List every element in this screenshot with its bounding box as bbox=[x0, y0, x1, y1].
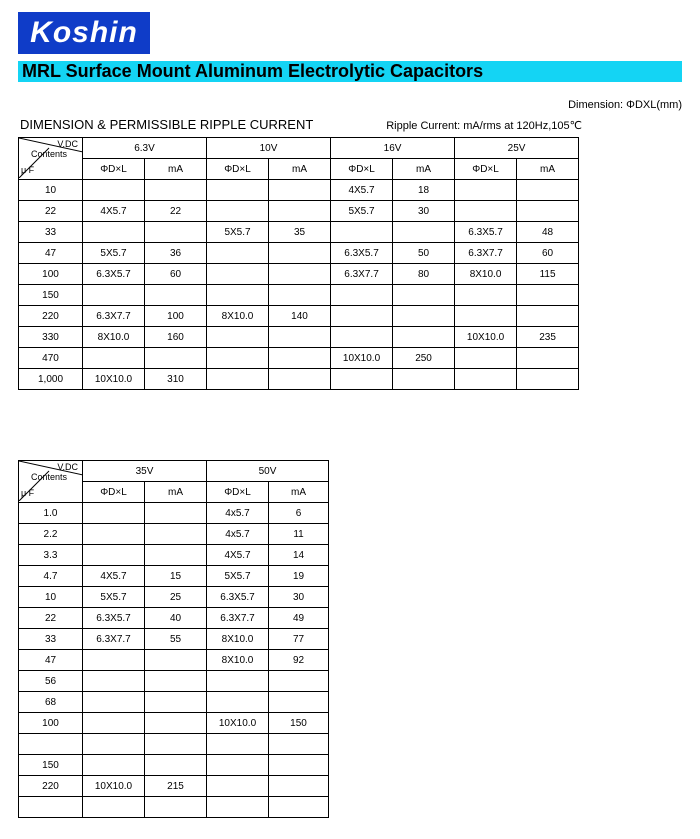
capacitance-cell: 1,000 bbox=[19, 369, 83, 390]
ripple-current-cell: 15 bbox=[145, 566, 207, 587]
ripple-current-cell bbox=[517, 180, 579, 201]
ripple-current-cell bbox=[145, 650, 207, 671]
dimension-cell bbox=[207, 755, 269, 776]
ripple-current-cell: 22 bbox=[145, 201, 207, 222]
dimension-cell: 8X10.0 bbox=[207, 650, 269, 671]
dimension-column-header: ΦD×L bbox=[331, 159, 393, 180]
capacitance-cell: 220 bbox=[19, 776, 83, 797]
ripple-current-cell bbox=[145, 692, 207, 713]
ripple-current-note: Ripple Current: mA/rms at 120Hz,105℃ bbox=[386, 120, 582, 132]
dimension-cell: 4X5.7 bbox=[83, 566, 145, 587]
dimension-cell bbox=[207, 285, 269, 306]
capacitance-cell: 47 bbox=[19, 243, 83, 264]
table-row bbox=[19, 306, 579, 327]
ripple-current-cell bbox=[269, 201, 331, 222]
capacitance-cell: 10 bbox=[19, 587, 83, 608]
dimension-cell bbox=[83, 503, 145, 524]
ripple-current-cell bbox=[269, 264, 331, 285]
capacitor-table-low-voltage bbox=[18, 137, 579, 390]
dimension-cell bbox=[83, 713, 145, 734]
dimension-cell: 5X5.7 bbox=[207, 566, 269, 587]
ripple-current-cell bbox=[393, 369, 455, 390]
dimension-cell: 6.3X7.7 bbox=[455, 243, 517, 264]
ripple-current-cell bbox=[269, 327, 331, 348]
voltage-header: 6.3V bbox=[83, 138, 207, 159]
voltage-header: 50V bbox=[207, 461, 329, 482]
dimension-cell: 4x5.7 bbox=[207, 524, 269, 545]
dimension-cell bbox=[83, 692, 145, 713]
dimension-cell bbox=[455, 285, 517, 306]
dimension-cell bbox=[207, 797, 269, 818]
ripple-current-cell: 160 bbox=[145, 327, 207, 348]
dimension-cell: 6.3X7.7 bbox=[207, 608, 269, 629]
table-row bbox=[19, 285, 579, 306]
dimension-cell bbox=[83, 734, 145, 755]
voltage-header: 16V bbox=[331, 138, 455, 159]
capacitance-cell: 4.7 bbox=[19, 566, 83, 587]
ripple-current-cell: 140 bbox=[269, 306, 331, 327]
dimension-cell bbox=[455, 348, 517, 369]
ripple-current-cell: 14 bbox=[269, 545, 329, 566]
ripple-current-cell: 92 bbox=[269, 650, 329, 671]
ripple-current-cell bbox=[145, 797, 207, 818]
ripple-current-cell: 310 bbox=[145, 369, 207, 390]
ripple-current-cell: 48 bbox=[517, 222, 579, 243]
capacitance-cell: 33 bbox=[19, 222, 83, 243]
ripple-current-cell: 6 bbox=[269, 503, 329, 524]
ripple-current-cell bbox=[145, 755, 207, 776]
ripple-current-cell bbox=[393, 327, 455, 348]
dimension-cell: 5X5.7 bbox=[83, 587, 145, 608]
dimension-cell: 6.3X5.7 bbox=[83, 264, 145, 285]
dimension-column-header: ΦD×L bbox=[83, 159, 145, 180]
ripple-current-cell bbox=[145, 545, 207, 566]
dimension-cell bbox=[207, 734, 269, 755]
dimension-cell bbox=[331, 285, 393, 306]
dimension-cell: 6.3X5.7 bbox=[207, 587, 269, 608]
ripple-current-cell bbox=[517, 306, 579, 327]
ripple-current-cell: 30 bbox=[269, 587, 329, 608]
uf-label: μ F bbox=[21, 165, 35, 175]
ripple-current-cell bbox=[517, 285, 579, 306]
ripple-current-cell bbox=[269, 671, 329, 692]
table-row bbox=[19, 671, 329, 692]
table-row bbox=[19, 713, 329, 734]
ripple-current-cell: 250 bbox=[393, 348, 455, 369]
table-row bbox=[19, 524, 329, 545]
dimension-cell bbox=[331, 369, 393, 390]
dimension-cell bbox=[207, 692, 269, 713]
capacitance-cell: 100 bbox=[19, 264, 83, 285]
dimension-column-header: ΦD×L bbox=[207, 159, 269, 180]
dimension-column-header: ΦD×L bbox=[207, 482, 269, 503]
ripple-current-cell: 40 bbox=[145, 608, 207, 629]
capacitance-cell: 22 bbox=[19, 201, 83, 222]
capacitance-cell: 22 bbox=[19, 608, 83, 629]
ripple-current-cell bbox=[145, 180, 207, 201]
dimension-cell bbox=[207, 180, 269, 201]
capacitor-table-high-voltage bbox=[18, 460, 329, 818]
dimension-cell: 6.3X5.7 bbox=[83, 608, 145, 629]
ripple-current-cell bbox=[145, 671, 207, 692]
ripple-current-cell: 30 bbox=[393, 201, 455, 222]
dimension-cell: 4X5.7 bbox=[331, 180, 393, 201]
capacitance-cell: 56 bbox=[19, 671, 83, 692]
ripple-current-cell: 77 bbox=[269, 629, 329, 650]
ripple-current-cell bbox=[393, 222, 455, 243]
capacitance-cell: 3.3 bbox=[19, 545, 83, 566]
dimension-cell bbox=[455, 201, 517, 222]
table-row bbox=[19, 608, 329, 629]
ripple-current-cell bbox=[145, 713, 207, 734]
ripple-current-cell bbox=[269, 755, 329, 776]
ripple-current-cell: 100 bbox=[145, 306, 207, 327]
dimension-cell bbox=[83, 348, 145, 369]
ripple-current-cell: 60 bbox=[145, 264, 207, 285]
ripple-current-cell: 11 bbox=[269, 524, 329, 545]
dimension-cell bbox=[83, 524, 145, 545]
table-row bbox=[19, 348, 579, 369]
ripple-current-cell: 35 bbox=[269, 222, 331, 243]
table-row bbox=[19, 243, 579, 264]
dimension-cell bbox=[207, 348, 269, 369]
capacitance-cell: 150 bbox=[19, 755, 83, 776]
page-title: MRL Surface Mount Aluminum Electrolytic Capacitors bbox=[22, 61, 484, 81]
ripple-current-cell: 215 bbox=[145, 776, 207, 797]
capacitance-cell bbox=[19, 734, 83, 755]
dimension-cell bbox=[331, 222, 393, 243]
capacitance-cell: 68 bbox=[19, 692, 83, 713]
ripple-current-cell bbox=[517, 369, 579, 390]
dimension-cell bbox=[207, 327, 269, 348]
table-row bbox=[19, 222, 579, 243]
ripple-current-cell: 55 bbox=[145, 629, 207, 650]
ripple-current-cell bbox=[269, 734, 329, 755]
ripple-current-cell: 60 bbox=[517, 243, 579, 264]
dimension-cell: 6.3X5.7 bbox=[455, 222, 517, 243]
ripple-current-cell bbox=[145, 734, 207, 755]
ripple-current-cell: 19 bbox=[269, 566, 329, 587]
dimension-cell bbox=[83, 180, 145, 201]
voltage-header: 10V bbox=[207, 138, 331, 159]
section-title: DIMENSION & PERMISSIBLE RIPPLE CURRENT bbox=[20, 117, 314, 132]
capacitance-cell: 10 bbox=[19, 180, 83, 201]
ripple-current-cell: 80 bbox=[393, 264, 455, 285]
dimension-column-header: ΦD×L bbox=[455, 159, 517, 180]
ma-column-header: mA bbox=[145, 159, 207, 180]
table-row bbox=[19, 692, 329, 713]
dimension-cell bbox=[83, 797, 145, 818]
ripple-current-cell bbox=[145, 222, 207, 243]
table-row bbox=[19, 369, 579, 390]
dimension-cell bbox=[207, 369, 269, 390]
ripple-current-cell bbox=[269, 369, 331, 390]
dimension-note: Dimension: ΦDXL(mm) bbox=[568, 99, 682, 111]
ripple-current-cell bbox=[393, 285, 455, 306]
dimension-cell: 10X10.0 bbox=[83, 369, 145, 390]
ripple-current-cell bbox=[269, 180, 331, 201]
dimension-cell: 6.3X7.7 bbox=[331, 264, 393, 285]
dimension-cell bbox=[455, 306, 517, 327]
table-row bbox=[19, 734, 329, 755]
ripple-current-cell bbox=[269, 243, 331, 264]
dimension-cell bbox=[83, 650, 145, 671]
ma-column-header: mA bbox=[517, 159, 579, 180]
dimension-cell: 4x5.7 bbox=[207, 503, 269, 524]
vdc-label: V.DC bbox=[57, 139, 78, 149]
ripple-current-cell: 150 bbox=[269, 713, 329, 734]
ripple-current-cell: 49 bbox=[269, 608, 329, 629]
ma-column-header: mA bbox=[269, 159, 331, 180]
dimension-column-header: ΦD×L bbox=[83, 482, 145, 503]
ma-column-header: mA bbox=[393, 159, 455, 180]
dimension-cell bbox=[331, 306, 393, 327]
koshin-logo: Koshin bbox=[18, 12, 150, 54]
dimension-cell: 5X5.7 bbox=[207, 222, 269, 243]
capacitance-cell: 220 bbox=[19, 306, 83, 327]
dimension-cell: 10X10.0 bbox=[331, 348, 393, 369]
table-row bbox=[19, 545, 329, 566]
ripple-current-cell: 235 bbox=[517, 327, 579, 348]
table-row bbox=[19, 201, 579, 222]
dimension-cell bbox=[83, 545, 145, 566]
ripple-current-cell bbox=[517, 201, 579, 222]
capacitance-cell: 150 bbox=[19, 285, 83, 306]
capacitance-cell: 33 bbox=[19, 629, 83, 650]
ripple-current-cell: 36 bbox=[145, 243, 207, 264]
table-row bbox=[19, 629, 329, 650]
table-row bbox=[19, 264, 579, 285]
table-row bbox=[19, 650, 329, 671]
capacitance-cell bbox=[19, 797, 83, 818]
voltage-header: 25V bbox=[455, 138, 579, 159]
ripple-current-cell bbox=[145, 348, 207, 369]
dimension-cell: 10X10.0 bbox=[83, 776, 145, 797]
ripple-current-cell bbox=[269, 692, 329, 713]
title-bar bbox=[18, 61, 682, 82]
dimension-cell: 6.3X5.7 bbox=[331, 243, 393, 264]
dimension-cell: 8X10.0 bbox=[83, 327, 145, 348]
table-row bbox=[19, 327, 579, 348]
dimension-cell bbox=[331, 327, 393, 348]
dimension-cell: 8X10.0 bbox=[207, 306, 269, 327]
table2-corner-header bbox=[19, 461, 83, 503]
table-row bbox=[19, 180, 579, 201]
capacitance-cell: 330 bbox=[19, 327, 83, 348]
table-row bbox=[19, 503, 329, 524]
table1-corner-header bbox=[19, 138, 83, 180]
dimension-cell: 10X10.0 bbox=[455, 327, 517, 348]
dimension-cell: 5X5.7 bbox=[83, 243, 145, 264]
table-row bbox=[19, 566, 329, 587]
ripple-current-cell bbox=[269, 797, 329, 818]
table-row bbox=[19, 797, 329, 818]
ripple-current-cell: 50 bbox=[393, 243, 455, 264]
table-row bbox=[19, 776, 329, 797]
dimension-cell: 8X10.0 bbox=[455, 264, 517, 285]
ma-column-header: mA bbox=[269, 482, 329, 503]
dimension-cell: 4X5.7 bbox=[207, 545, 269, 566]
dimension-cell: 6.3X7.7 bbox=[83, 629, 145, 650]
dimension-cell: 10X10.0 bbox=[207, 713, 269, 734]
capacitance-cell: 47 bbox=[19, 650, 83, 671]
dimension-cell: 4X5.7 bbox=[83, 201, 145, 222]
ripple-current-cell bbox=[393, 306, 455, 327]
dimension-cell bbox=[455, 369, 517, 390]
dimension-cell bbox=[207, 264, 269, 285]
dimension-cell: 8X10.0 bbox=[207, 629, 269, 650]
ripple-current-cell bbox=[145, 524, 207, 545]
table-row bbox=[19, 755, 329, 776]
dimension-cell bbox=[207, 201, 269, 222]
dimension-cell: 5X5.7 bbox=[331, 201, 393, 222]
ripple-current-cell bbox=[269, 348, 331, 369]
ripple-current-cell bbox=[269, 776, 329, 797]
dimension-cell bbox=[83, 755, 145, 776]
dimension-cell: 6.3X7.7 bbox=[83, 306, 145, 327]
ripple-current-cell: 115 bbox=[517, 264, 579, 285]
dimension-cell bbox=[207, 671, 269, 692]
ripple-current-cell bbox=[145, 285, 207, 306]
ma-column-header: mA bbox=[145, 482, 207, 503]
ripple-current-cell bbox=[269, 285, 331, 306]
ripple-current-cell: 18 bbox=[393, 180, 455, 201]
capacitance-cell: 470 bbox=[19, 348, 83, 369]
voltage-header: 35V bbox=[83, 461, 207, 482]
ripple-current-cell bbox=[145, 503, 207, 524]
dimension-cell bbox=[207, 776, 269, 797]
ripple-current-cell: 25 bbox=[145, 587, 207, 608]
dimension-cell bbox=[83, 285, 145, 306]
table-row bbox=[19, 587, 329, 608]
capacitance-cell: 2.2 bbox=[19, 524, 83, 545]
dimension-cell bbox=[83, 222, 145, 243]
contents-label: Contents bbox=[31, 149, 68, 159]
uf-label: μ F bbox=[21, 488, 35, 498]
contents-label: Contents bbox=[31, 472, 68, 482]
capacitance-cell: 1.0 bbox=[19, 503, 83, 524]
dimension-cell bbox=[83, 671, 145, 692]
dimension-cell bbox=[455, 180, 517, 201]
ripple-current-cell bbox=[517, 348, 579, 369]
dimension-cell bbox=[207, 243, 269, 264]
capacitance-cell: 100 bbox=[19, 713, 83, 734]
vdc-label: V.DC bbox=[57, 462, 78, 472]
